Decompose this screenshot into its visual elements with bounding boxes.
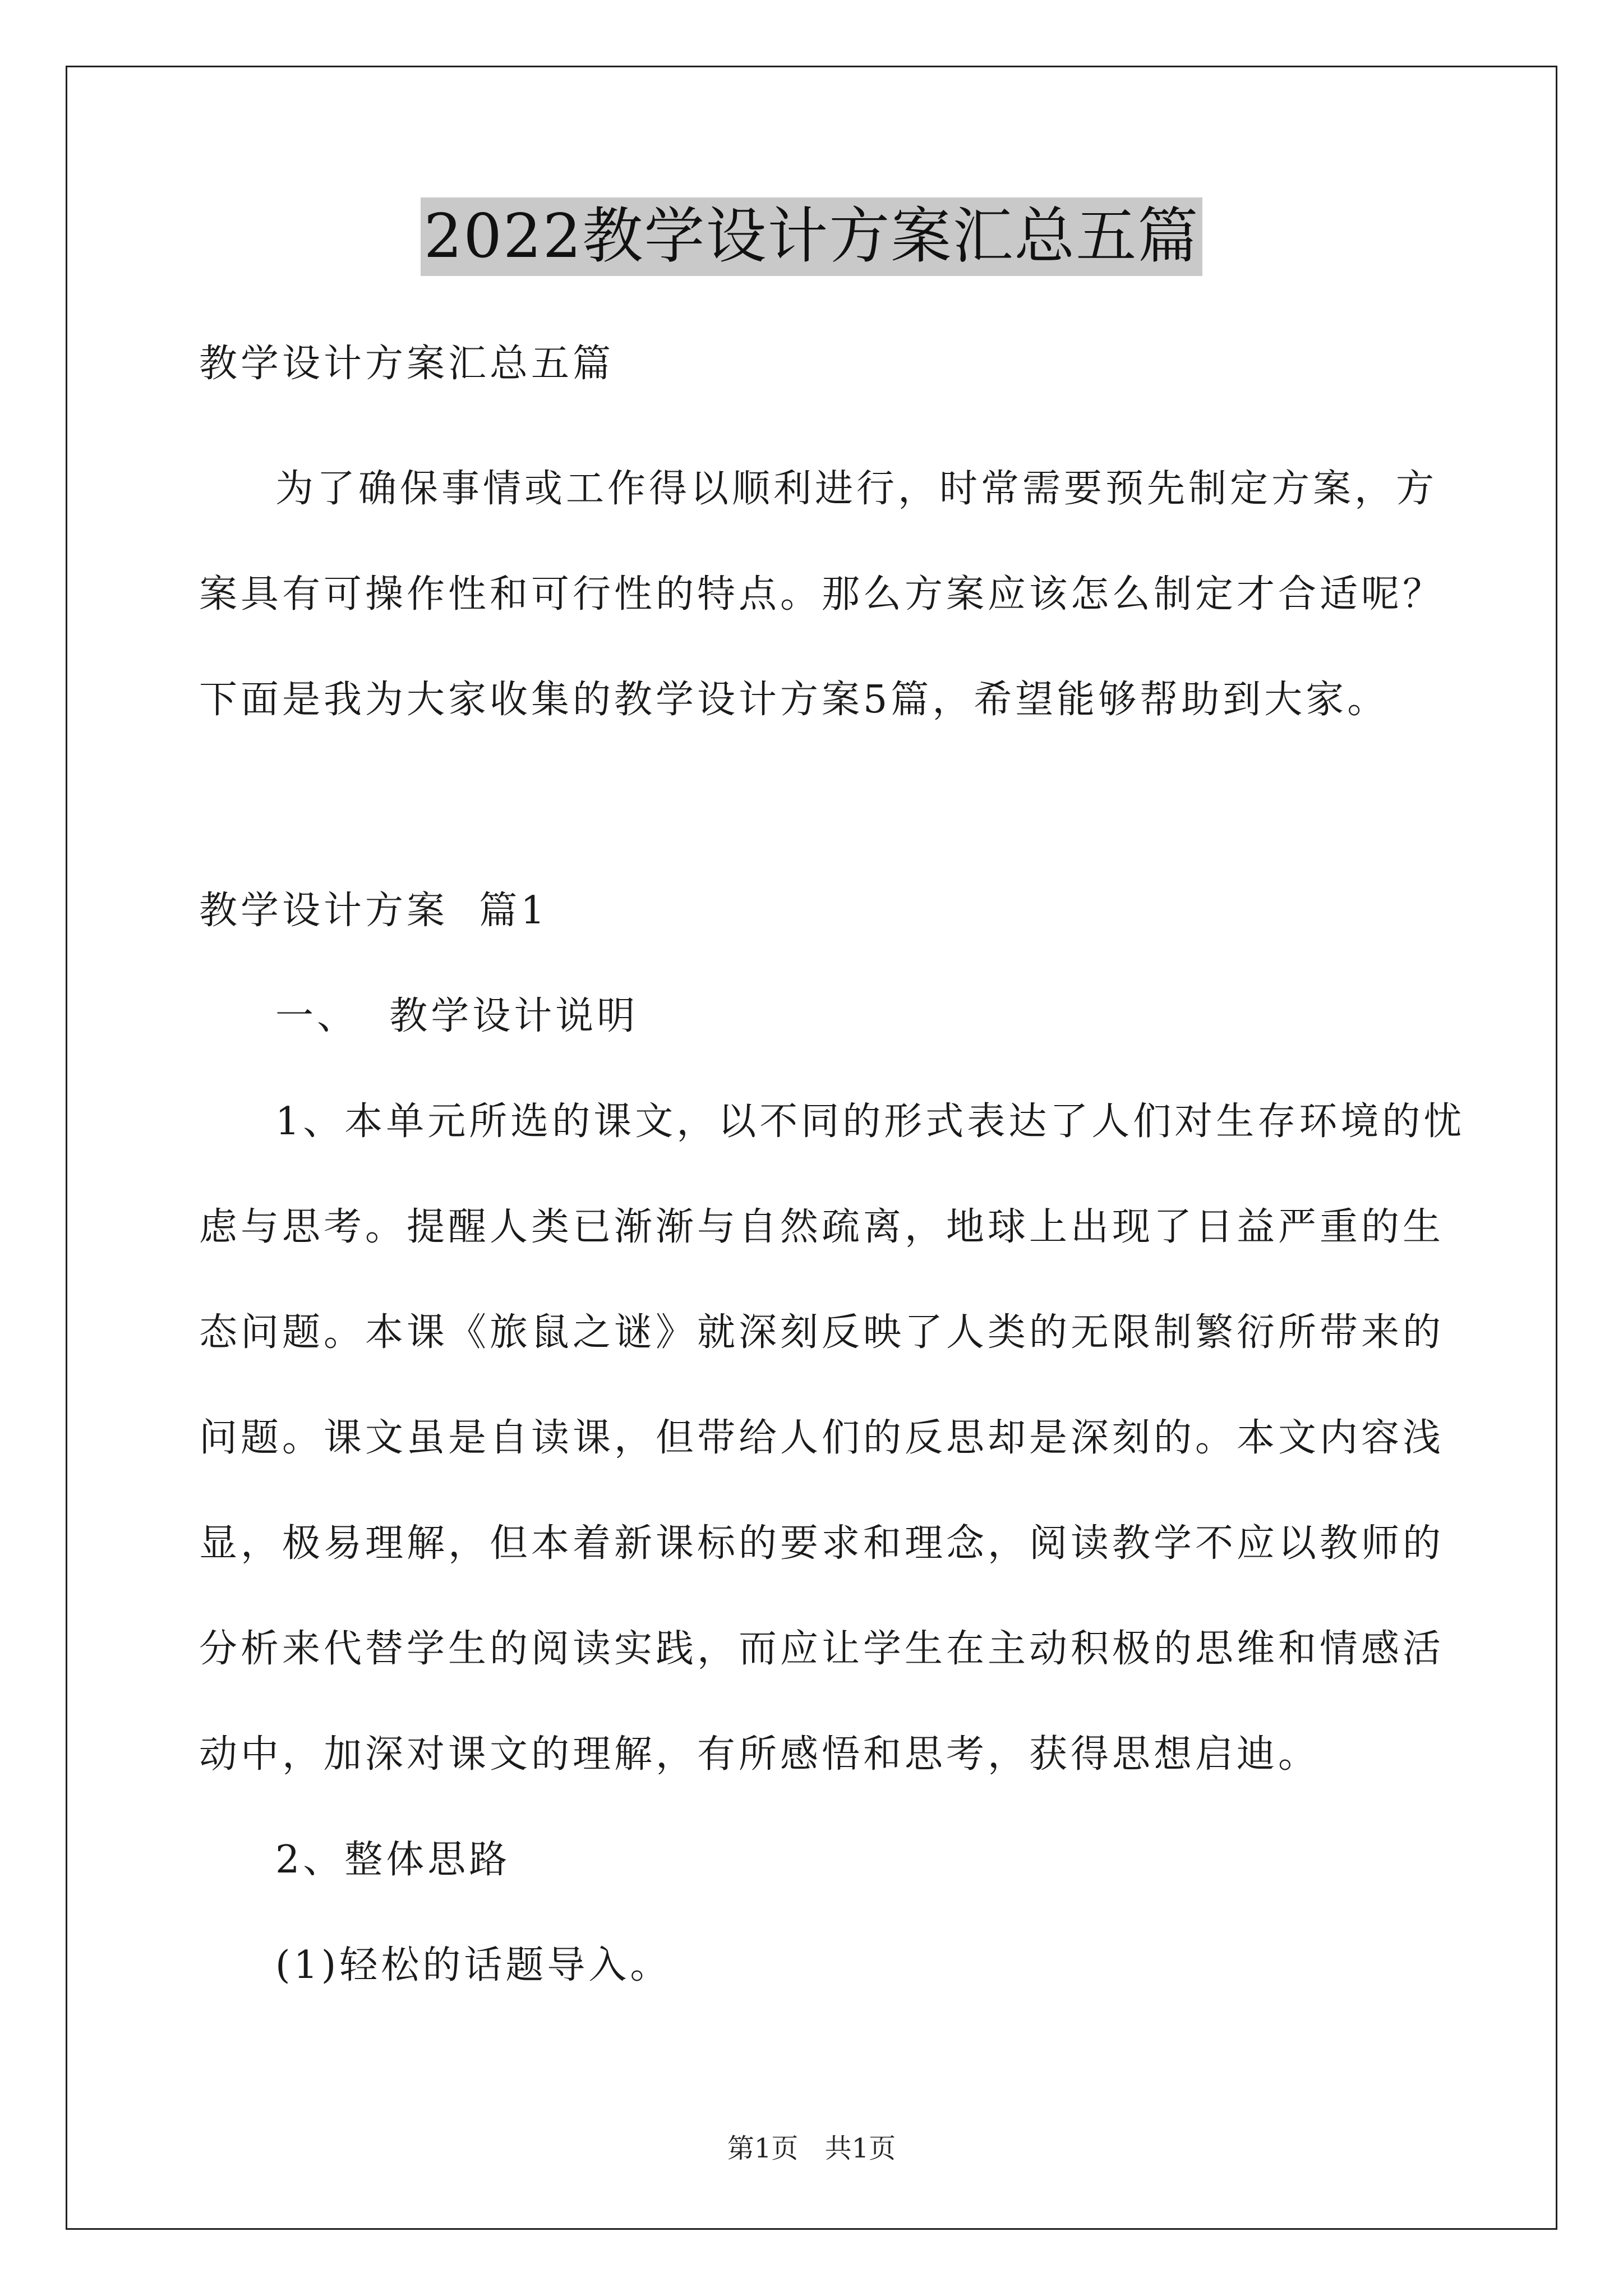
para1-line-5: 显，极易理解，但本着新课标的要求和理念，阅读教学不应以教师的 [199, 1521, 1445, 1566]
page-number: 第1页 [727, 2133, 799, 2164]
document-title: 2022教学设计方案汇总五篇 [421, 197, 1203, 276]
para1-line-6: 分析来代替学生的阅读实践，而应让学生在主动积极的思维和情感活 [199, 1627, 1445, 1671]
sub-heading: 一、 教学设计说明 [275, 994, 639, 1038]
page-total: 共1页 [824, 2133, 896, 2164]
item-2-1: (1)轻松的话题导入。 [275, 1943, 672, 1987]
page-footer [0, 2132, 1623, 2165]
para1-line-7: 动中，加深对课文的理解，有所感悟和思考，获得思想启迪。 [199, 1732, 1320, 1777]
intro-line-3: 下面是我为大家收集的教学设计方案5篇，希望能够帮助到大家。 [199, 678, 1389, 722]
title-block [0, 197, 1623, 276]
section-heading: 教学设计方案 篇1 [199, 889, 548, 933]
para1-line-3: 态问题。本课《旅鼠之谜》就深刻反映了人类的无限制繁衍所带来的 [199, 1310, 1445, 1355]
item-2-heading: 2、整体思路 [275, 1838, 511, 1882]
intro-line-2: 案具有可操作性和可行性的特点。那么方案应该怎么制定才合适呢？ [199, 572, 1445, 616]
document-subtitle: 教学设计方案汇总五篇 [199, 342, 615, 386]
para1-line-4: 问题。课文虽是自读课，但带给人们的反思却是深刻的。本文内容浅 [199, 1416, 1445, 1460]
para1-line-2: 虑与思考。提醒人类已渐渐与自然疏离，地球上出现了日益严重的生 [199, 1205, 1445, 1249]
para1-line-1: 1、本单元所选的课文，以不同的形式表达了人们对生存环境的忧 [275, 1099, 1465, 1144]
intro-line-1: 为了确保事情或工作得以顺利进行，时常需要预先制定方案，方 [275, 467, 1438, 511]
